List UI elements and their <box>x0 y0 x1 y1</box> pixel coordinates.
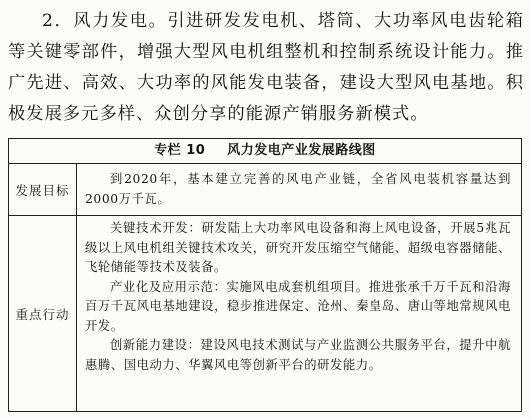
box-title-number: 专栏 10 <box>154 143 206 158</box>
actions-content <box>85 219 511 375</box>
actions-label: 重点行动 <box>9 216 77 411</box>
action-paragraph: 关键技术开发：研发陆上大功率风电设备和海上风电设备，开展5兆瓦级以上风电机组关键技术攻关，研究开发压缩空气储能、超级电容器储能、飞轮储能等技术及装备。 <box>85 221 511 274</box>
box-title-text: 风力发电产业发展路线图 <box>227 143 376 158</box>
column-box-10 <box>8 138 522 412</box>
goal-text: 到2020年，基本建立完善的风电产业链，全省风电装机容量达到2000万千瓦。 <box>85 172 511 206</box>
goal-label: 发展目标 <box>9 164 77 215</box>
goal-row <box>9 164 521 216</box>
goal-content <box>85 170 511 209</box>
action-paragraph: 产业化及应用示范：实施风电成套机组项目。推进张承千万千瓦和沿海百万千瓦风电基地建设，稳步推进保定、沧州、秦皇岛、唐山等地常规风电开发。 <box>85 279 511 333</box>
action-paragraph: 创新能力建设：建设风电技术测试与产业监测公共服务平台，提升中航惠腾、国电动力、华翼风电等创新平台的研发能力。 <box>85 338 511 372</box>
intro-paragraph: 2．风力发电。引进研发发电机、塔筒、大功率风电齿轮箱等关键零部件，增强大型风电机组整机和控制系统设计能力。推广先进、高效、大功率的风能发电装备，建设大型风电基地。积极发展多元多样、众创分享的能源产销服务新模式。 <box>8 11 524 124</box>
box-title <box>9 139 521 164</box>
actions-row <box>9 216 521 411</box>
